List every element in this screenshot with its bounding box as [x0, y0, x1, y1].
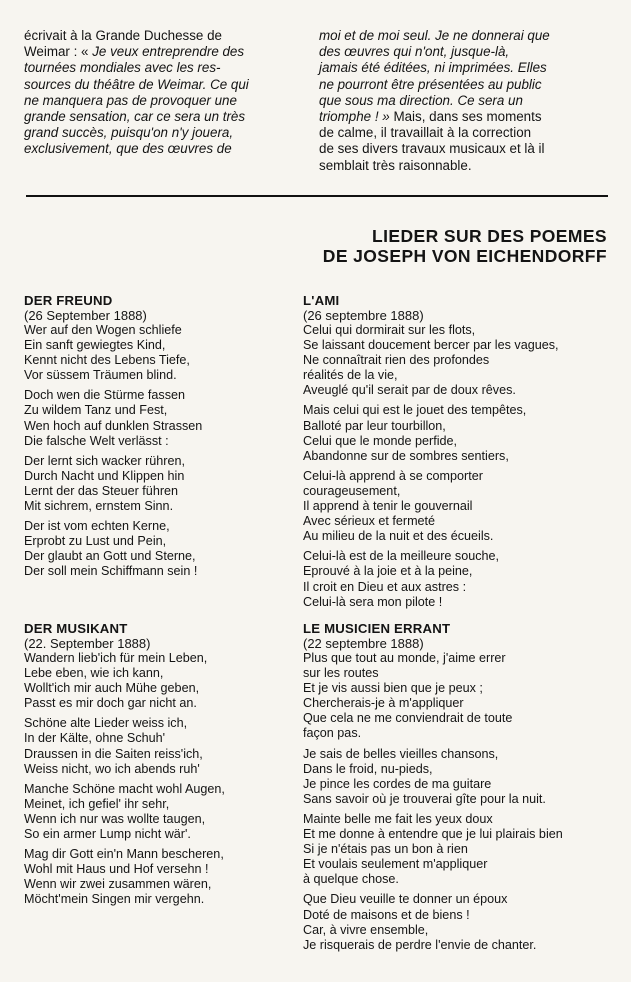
stanza — [24, 454, 304, 514]
verse-line: Wenn ich nur was wollte taugen, — [24, 811, 206, 826]
song-title: DER MUSIKANT — [24, 621, 128, 636]
stanza — [303, 549, 603, 609]
verse-line: Der ist vom echten Kerne, — [24, 519, 170, 534]
verse-line: Mit sichrem, ernstem Sinn. — [24, 499, 174, 514]
verse-line: Erprobt zu Lust und Pein, — [24, 534, 167, 549]
verse-line: Vor süssem Träumen blind. — [24, 368, 177, 383]
intro-left-column — [24, 28, 286, 158]
song-title: DER FREUND — [24, 293, 113, 308]
verse-line: Ein sanft gewiegtes Kind, — [24, 338, 166, 353]
verse-line: courageusement, — [303, 483, 401, 498]
stanza — [303, 469, 603, 544]
verse-line: Wandern lieb'ich für mein Leben, — [24, 651, 208, 665]
verse-line: Eprouvé à la joie et à la peine, — [303, 564, 473, 579]
verse-line: Que Dieu veuille te donner un époux — [303, 892, 508, 907]
stanza — [24, 651, 304, 711]
song-le-musicien-errant — [303, 621, 603, 958]
verse-line: Weiss nicht, wo ich abends ruh' — [24, 761, 200, 776]
intro-left-line: tournées mondiales avec les res- — [24, 60, 221, 76]
verse-line: Dans le froid, nu-pieds, — [303, 761, 433, 776]
intro-right-line: ne pourront être présentées au public — [319, 76, 542, 92]
verse-line: Der soll mein Schiffmann sein ! — [24, 564, 198, 579]
song-der-musikant — [24, 621, 304, 913]
intro-right-line: que sous ma direction. Ce sera un — [319, 92, 523, 108]
stanza — [24, 782, 304, 842]
verse-line: Wen hoch auf dunklen Strassen — [24, 418, 203, 433]
verse-line: Et me donne à entendre que je lui plairais bien — [303, 827, 563, 842]
verse-line: Je sais de belles vieilles chansons, — [303, 746, 499, 761]
intro-right-line: de ses divers travaux musicaux et là il — [319, 141, 545, 157]
verse-line: Möcht'mein Singen mir vergehn. — [24, 892, 205, 907]
verse-line: Au milieu de la nuit et des écueils. — [303, 529, 494, 544]
intro-right-line: jamais été éditées, ni imprimées. Elles — [319, 60, 547, 76]
verse-line: Celui-là sera mon pilote ! — [303, 594, 443, 609]
intro-left-line: grand succès, puisqu'on n'y jouera, — [24, 125, 234, 141]
intro-left-line: écrivait à la Grande Duchesse de — [24, 28, 222, 43]
song-date: (22. September 1888) — [24, 636, 151, 651]
verse-line: Et je vis aussi bien que je peux ; — [303, 681, 483, 696]
verse-line: façon pas. — [303, 726, 362, 741]
verse-line: sur les routes — [303, 666, 379, 681]
song-l-ami — [303, 293, 603, 615]
verse-line: Sans savoir où je trouverai gîte pour la nuit. — [303, 791, 546, 806]
stanza — [24, 323, 304, 383]
verse-line: Se laissant doucement bercer par les vagues, — [303, 338, 559, 353]
verse-line: Mag dir Gott ein'n Mann bescheren, — [24, 847, 224, 862]
intro-right-line: triomphe ! » Mais, dans ses moments — [319, 109, 542, 125]
intro-right-line: des œuvres qui n'ont, jusque-là, — [319, 44, 510, 60]
intro-left-line: ne manquera pas de provoquer une — [24, 92, 237, 108]
verse-line: Doch wen die Stürme fassen — [24, 388, 186, 403]
section-divider — [26, 195, 608, 197]
verse-line: Chercherais-je à m'appliquer — [303, 696, 464, 711]
verse-line: Je pince les cordes de ma guitare — [303, 776, 492, 791]
verse-line: Celui que le monde perfide, — [303, 433, 458, 448]
verse-line: Durch Nacht und Klippen hin — [24, 468, 185, 483]
intro-right-line: de calme, il travaillait à la correction — [319, 125, 532, 141]
verse-line: Aveuglé qu'il serait par de doux rêves. — [303, 383, 516, 398]
verse-line: Si je n'étais pas un bon à rien — [303, 842, 468, 857]
verse-line: Zu wildem Tanz und Fest, — [24, 403, 168, 418]
song-title: LE MUSICIEN ERRANT — [303, 621, 451, 636]
verse-line: Ne connaîtrait rien des profondes — [303, 353, 490, 368]
section-heading-line-1: LIEDER SUR DES POEMES — [372, 226, 607, 246]
verse-line: Die falsche Welt verlässt : — [24, 433, 169, 448]
intro-right-line: semblait très raisonnable. — [319, 157, 472, 173]
verse-line: Que cela ne me conviendrait de toute — [303, 711, 513, 726]
verse-line: Meinet, ich gefiel' ihr sehr, — [24, 796, 170, 811]
verse-line: Celui-là est de la meilleure souche, — [303, 549, 500, 564]
stanza — [303, 812, 603, 887]
intro-left-line: Weimar : « Je veux entreprendre des — [24, 44, 245, 60]
verse-line: Celui qui dormirait sur les flots, — [303, 323, 476, 337]
song-title: L'AMI — [303, 293, 340, 308]
verse-line: Je risquerais de perdre l'envie de chanter. — [303, 937, 537, 952]
intro-left-line: sources du théâtre de Weimar. Ce qui — [24, 76, 249, 92]
song-der-freund — [24, 293, 304, 585]
stanza — [303, 323, 603, 398]
verse-line: à quelque chose. — [303, 872, 399, 887]
intro-right-line: moi et de moi seul. Je ne donnerai que — [319, 28, 550, 43]
verse-line: Draussen in die Saiten reiss'ich, — [24, 746, 203, 761]
verse-line: Mainte belle me fait les yeux doux — [303, 811, 493, 826]
stanza — [303, 892, 603, 952]
verse-line: Wenn wir zwei zusammen wären, — [24, 877, 212, 892]
verse-line: Schöne alte Lieder weiss ich, — [24, 716, 188, 731]
verse-line: Lernt der das Steuer führen — [24, 483, 179, 498]
stanza — [24, 716, 304, 776]
verse-line: Abandonne sur de sombres sentiers, — [303, 448, 509, 463]
verse-line: Il apprend à tenir le gouvernail — [303, 499, 473, 514]
verse-line: Wer auf den Wogen schliefe — [24, 323, 182, 337]
stanza — [303, 747, 603, 807]
verse-line: Mais celui qui est le jouet des tempêtes, — [303, 403, 527, 418]
stanza — [24, 847, 304, 907]
verse-line: Der glaubt an Gott und Sterne, — [24, 549, 196, 564]
verse-line: Et voulais seulement m'appliquer — [303, 857, 488, 872]
verse-line: So ein armer Lump nicht wär'. — [24, 827, 191, 842]
song-date: (22 septembre 1888) — [303, 636, 424, 651]
song-date: (26 septembre 1888) — [303, 308, 424, 323]
verse-line: Kennt nicht des Lebens Tiefe, — [24, 353, 190, 368]
verse-line: Plus que tout au monde, j'aime errer — [303, 651, 506, 665]
stanza — [303, 651, 603, 742]
verse-line: Wohl mit Haus und Hof versehn ! — [24, 862, 209, 877]
verse-line: In der Kälte, ohne Schuh' — [24, 731, 166, 746]
intro-left-line: exclusivement, que des œuvres de — [24, 141, 232, 157]
verse-line: réalités de la vie, — [303, 368, 398, 383]
song-date: (26 September 1888) — [24, 308, 147, 323]
verse-line: Doté de maisons et de biens ! — [303, 907, 470, 922]
verse-line: Celui-là apprend à se comporter — [303, 468, 483, 483]
section-heading-line-2: DE JOSEPH VON EICHENDORFF — [322, 246, 607, 266]
verse-line: Manche Schöne macht wohl Augen, — [24, 781, 225, 796]
verse-line: Wollt'ich mir auch Mühe geben, — [24, 681, 200, 696]
verse-line: Lebe eben, wie ich kann, — [24, 666, 164, 681]
stanza — [24, 388, 304, 448]
stanza — [303, 403, 603, 463]
stanza — [24, 519, 304, 579]
verse-line: Avec sérieux et fermeté — [303, 514, 436, 529]
verse-line: Balloté par leur tourbillon, — [303, 418, 446, 433]
verse-line: Il croit en Dieu et aux astres : — [303, 579, 467, 594]
verse-line: Passt es mir doch gar nicht an. — [24, 696, 197, 711]
verse-line: Der lernt sich wacker rühren, — [24, 453, 185, 468]
intro-left-line: grande sensation, car ce sera un très — [24, 109, 246, 125]
verse-line: Car, à vivre ensemble, — [303, 922, 429, 937]
intro-right-column — [319, 28, 581, 174]
